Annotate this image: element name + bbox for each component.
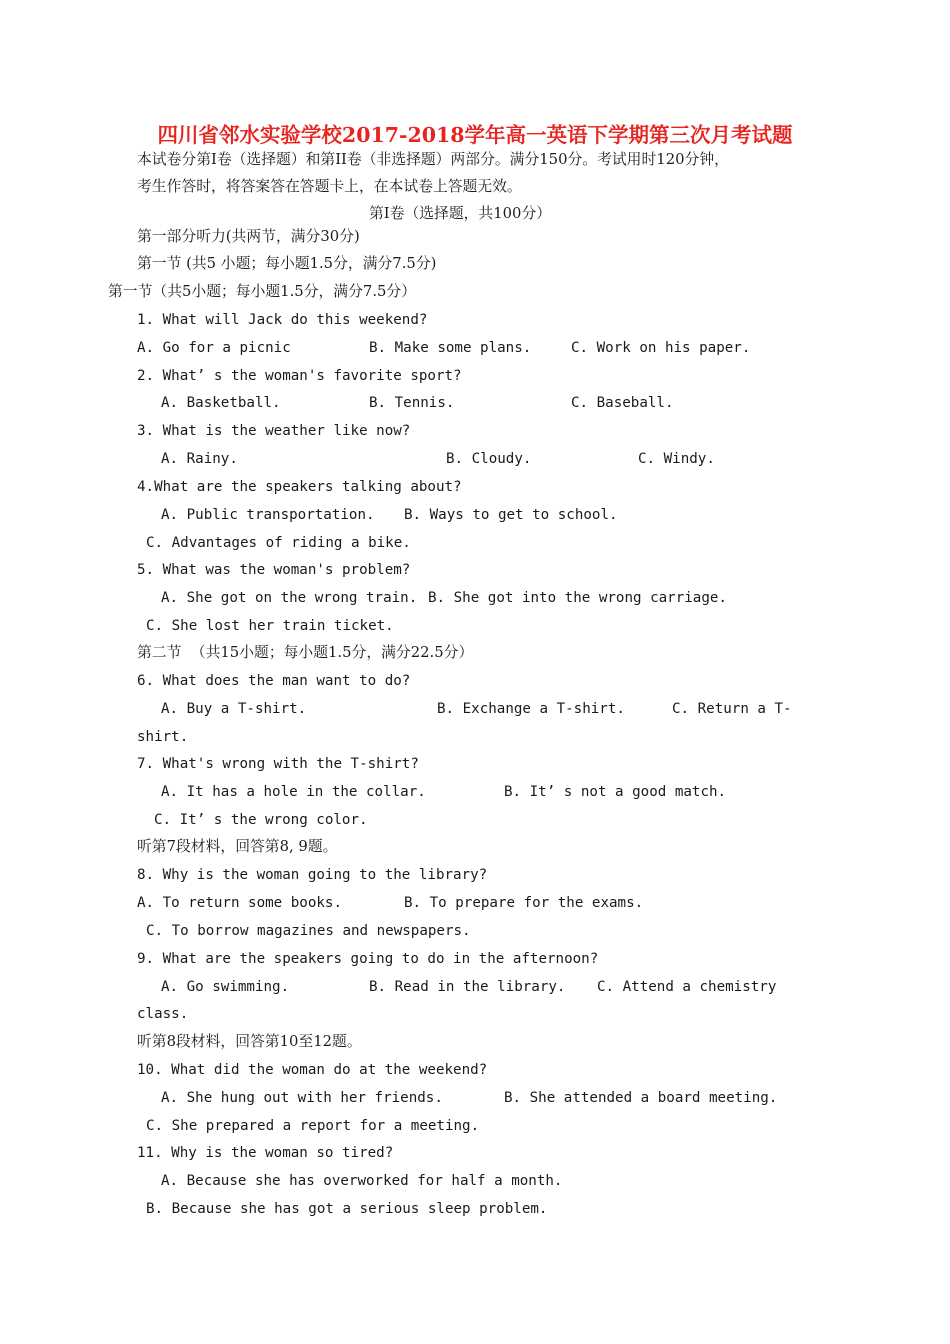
question-9-option-b: B. Read in the library. xyxy=(369,979,566,995)
question-10-stem: 10. What did the woman do at the weekend? xyxy=(137,1062,488,1078)
question-6-option-c: C. Return a T- xyxy=(672,701,792,717)
question-5-option-b: B. She got into the wrong carriage. xyxy=(428,590,727,606)
question-4-option-a: A. Public transportation. xyxy=(161,507,375,523)
question-10-option-c: C. She prepared a report for a meeting. xyxy=(146,1118,480,1134)
exam-title: 四川省邻水实验学校2017-2018学年高一英语下学期第三次月考试题 xyxy=(157,123,793,147)
question-9-option-c-continued: class. xyxy=(137,1006,189,1022)
question-2-stem: 2. What’ s the woman's favorite sport? xyxy=(137,368,462,384)
question-1-stem: 1. What will Jack do this weekend? xyxy=(137,312,428,328)
question-6-option-c-continued: shirt. xyxy=(137,729,189,745)
question-1-option-a: A. Go for a picnic xyxy=(137,340,291,356)
question-6-option-b: B. Exchange a T-shirt. xyxy=(437,701,625,717)
question-8-option-a: A. To return some books. xyxy=(137,895,342,911)
section-2-heading: 第二节 （共15小题；每小题1.5分，满分22.5分） xyxy=(137,644,474,661)
question-3-stem: 3. What is the weather like now? xyxy=(137,423,411,439)
section-1-heading-alt: 第一节（共5小题；每小题1.5分，满分7.5分） xyxy=(108,283,417,300)
question-5-stem: 5. What was the woman's problem? xyxy=(137,562,411,578)
question-7-option-b: B. It’ s not a good match. xyxy=(504,784,727,800)
question-9-stem: 9. What are the speakers going to do in the afternoon? xyxy=(137,951,599,967)
question-3-option-c: C. Windy. xyxy=(638,451,715,467)
question-1-option-b: B. Make some plans. xyxy=(369,340,532,356)
question-8-stem: 8. Why is the woman going to the library? xyxy=(137,867,488,883)
question-6-option-a: A. Buy a T-shirt. xyxy=(161,701,307,717)
question-11-option-b: B. Because she has got a serious sleep problem. xyxy=(146,1201,548,1217)
question-10-option-b: B. She attended a board meeting. xyxy=(504,1090,778,1106)
intro-line-1: 本试卷分第Ⅰ卷（选择题）和第II卷（非选择题）两部分。满分150分。考试用时120分钟， xyxy=(137,151,729,168)
question-9-option-a: A. Go swimming. xyxy=(161,979,290,995)
question-4-option-b: B. Ways to get to school. xyxy=(404,507,618,523)
question-11-option-a: A. Because she has overworked for half a month. xyxy=(161,1173,563,1189)
question-11-stem: 11. Why is the woman so tired? xyxy=(137,1145,394,1161)
question-1-option-c: C. Work on his paper. xyxy=(571,340,751,356)
question-2-option-a: A. Basketball. xyxy=(161,395,281,411)
section-1-heading: 第一节 (共5 小题；每小题1.5分，满分7.5分) xyxy=(137,255,437,272)
part-1-heading: 第一部分听力(共两节，满分30分) xyxy=(137,228,360,245)
question-8-option-b: B. To prepare for the exams. xyxy=(404,895,644,911)
question-7-option-a: A. It has a hole in the collar. xyxy=(161,784,426,800)
question-2-option-b: B. Tennis. xyxy=(369,395,455,411)
question-6-stem: 6. What does the man want to do? xyxy=(137,673,411,689)
volume-1-heading: 第Ⅰ卷（选择题，共100分） xyxy=(369,205,552,222)
question-4-stem: 4.What are the speakers talking about? xyxy=(137,479,462,495)
question-3-option-b: B. Cloudy. xyxy=(446,451,532,467)
listening-passage-8-note: 听第8段材料，回答第10至12题。 xyxy=(137,1033,362,1050)
question-7-option-c: C. It’ s the wrong color. xyxy=(154,812,368,828)
question-4-option-c: C. Advantages of riding a bike. xyxy=(146,535,411,551)
question-10-option-a: A. She hung out with her friends. xyxy=(161,1090,443,1106)
question-8-option-c: C. To borrow magazines and newspapers. xyxy=(146,923,471,939)
listening-passage-7-note: 听第7段材料，回答第8, 9题。 xyxy=(137,838,338,855)
question-9-option-c: C. Attend a chemistry xyxy=(597,979,777,995)
question-3-option-a: A. Rainy. xyxy=(161,451,238,467)
question-5-option-a: A. She got on the wrong train. xyxy=(161,590,418,606)
question-5-option-c: C. She lost her train ticket. xyxy=(146,618,394,634)
question-7-stem: 7. What's wrong with the T-shirt? xyxy=(137,756,419,772)
intro-line-2: 考生作答时，将答案答在答题卡上，在本试卷上答题无效。 xyxy=(137,178,522,195)
question-2-option-c: C. Baseball. xyxy=(571,395,674,411)
